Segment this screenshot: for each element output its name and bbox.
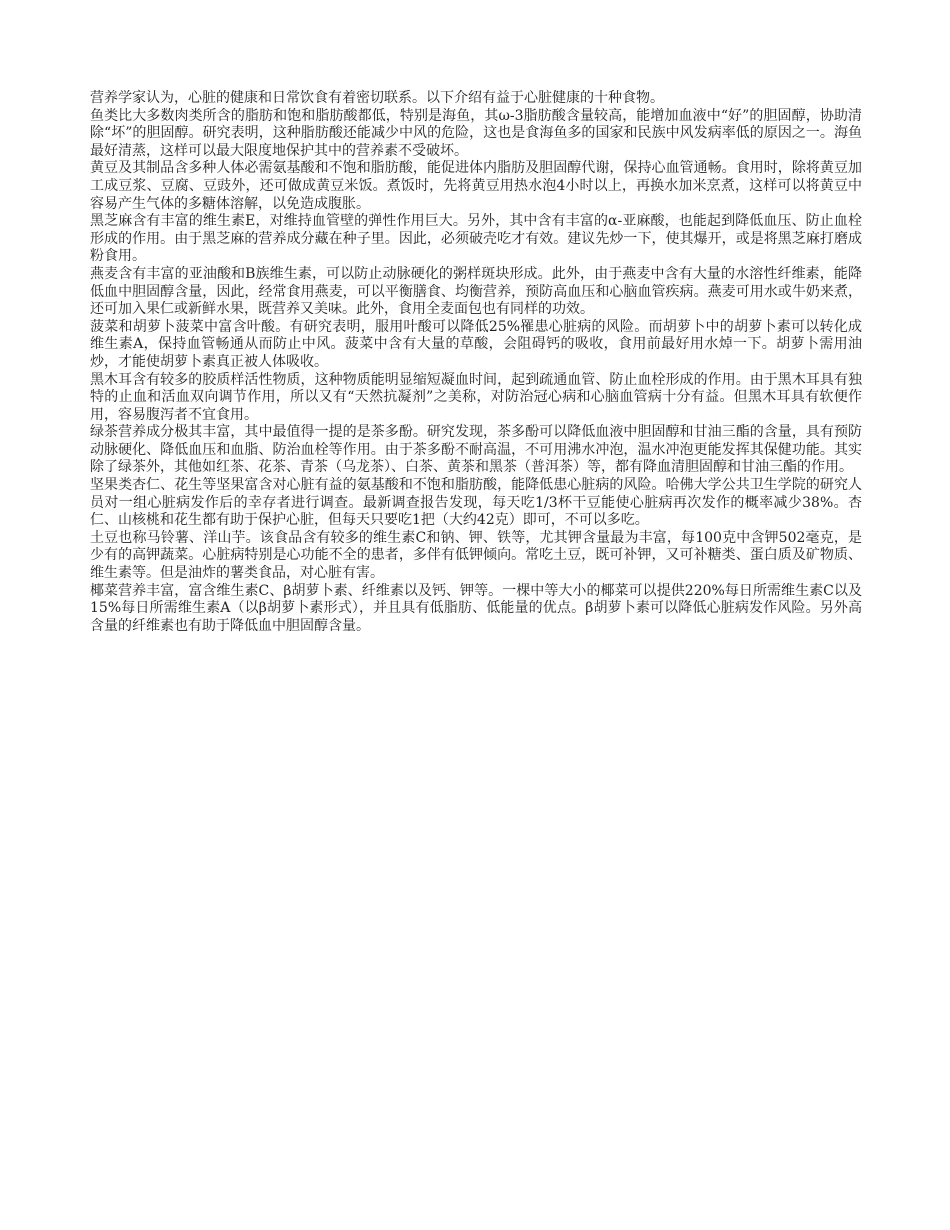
paragraph-potato: 土豆也称马铃薯、洋山芋。该食品含有较多的维生素C和钠、钾、铁等，尤其钾含量最为丰富，每100克中含钾502毫克，是少有的高钾蔬菜。心脏病特别是心功能不全的患者，多伴有低钾倾向。常吃土豆，既可补钾，又可补糖类、蛋白质及矿物质、维生素等。但是油炸的薯类食品，对心脏有害。 (90, 529, 862, 582)
paragraph-nuts: 坚果类杏仁、花生等坚果富含对心脏有益的氨基酸和不饱和脂肪酸，能降低患心脏病的风险。哈佛大学公共卫生学院的研究人员对一组心脏病发作后的幸存者进行调查。最新调查报告发现，每天吃1/3杯干豆能使心脏病再次发作的概率减少38%。杏仁、山核桃和花生都有助于保护心脏，但每天只要吃1把（大约42克）即可，不可以多吃。 (90, 477, 862, 529)
paragraph-spinach-carrot: 菠菜和胡萝卜菠菜中富含叶酸。有研究表明，服用叶酸可以降低25%罹患心脏病的风险。而胡萝卜中的胡萝卜素可以转化成维生素A，保持血管畅通从而防止中风。菠菜中含有大量的草酸，会阻碍钙的吸收，食用前最好用水焯一下。胡萝卜需用油炒，才能使胡萝卜素真正被人体吸收。 (90, 318, 862, 370)
document-body (90, 90, 862, 635)
paragraph-intro: 营养学家认为，心脏的健康和日常饮食有着密切联系。以下介绍有益于心脏健康的十种食物。 (90, 90, 664, 106)
paragraph-cabbage: 椰菜营养丰富，富含维生素C、β胡萝卜素、纤维素以及钙、钾等。一棵中等大小的椰菜可以提供220%每日所需维生素C以及15%每日所需维生素A（以β胡萝卜素形式），并且具有低脂肪、低能量的优点。β胡萝卜素可以降低心脏病发作风险。另外高含量的纤维素也有助于降低血中胆固醇含量。 (90, 582, 862, 634)
paragraph-black-sesame: 黑芝麻含有丰富的维生素E，对维持血管壁的弹性作用巨大。另外，其中含有丰富的α-亚麻酸，也能起到降低血压、防止血栓形成的作用。由于黑芝麻的营养成分藏在种子里。因此，必须破壳吃才有效。建议先炒一下，使其爆开，或是将黑芝麻打磨成粉食用。 (90, 213, 862, 265)
paragraph-fish: 鱼类比大多数肉类所含的脂肪和饱和脂肪酸都低，特别是海鱼，其ω-3脂肪酸含量较高，能增加血液中“好”的胆固醇，协助清除“坏”的胆固醇。研究表明，这种脂肪酸还能减少中风的危险，这也是食海鱼多的国家和民族中风发病率低的原因之一。海鱼最好清蒸，这样可以最大限度地保护其中的营养素不受破坏。 (90, 107, 862, 159)
paragraph-soybean: 黄豆及其制品含多种人体必需氨基酸和不饱和脂肪酸，能促进体内脂肪及胆固醇代谢，保持心血管通畅。食用时，除将黄豆加工成豆浆、豆腐、豆豉外，还可做成黄豆米饭。煮饭时，先将黄豆用热水泡4小时以上，再换水加米烹煮，这样可以将黄豆中容易产生气体的多糖体溶解，以免造成腹胀。 (90, 160, 862, 212)
paragraph-green-tea: 绿茶营养成分极其丰富，其中最值得一提的是茶多酚。研究发现，茶多酚可以降低血液中胆固醇和甘油三酯的含量，具有预防动脉硬化、降低血压和血脂、防治血栓等作用。由于茶多酚不耐高温，不可用沸水冲泡，温水冲泡更能发挥其保健功能。其实除了绿茶外，其他如红茶、花茶、青茶（乌龙茶）、白茶、黄茶和黑茶（普洱茶）等，都有降血清胆固醇和甘油三酯的作用。 (90, 424, 862, 476)
paragraph-oats: 燕麦含有丰富的亚油酸和B族维生素，可以防止动脉硬化的粥样斑块形成。此外，由于燕麦中含有大量的水溶性纤维素，能降低血中胆固醇含量，因此，经常食用燕麦，可以平衡膳食、均衡营养，预防高血压和心脑血管疾病。燕麦可用水或牛奶来煮，还可加入果仁或新鲜水果，既营养又美味。此外，食用全麦面包也有同样的功效。 (90, 265, 862, 318)
paragraph-black-fungus: 黑木耳含有较多的胶质样活性物质，这种物质能明显缩短凝血时间，起到疏通血管、防止血栓形成的作用。由于黑木耳具有独特的止血和活血双向调节作用，所以又有“天然抗凝剂”之美称，对防治冠心病和心脑血管病十分有益。但黑木耳具有软便作用，容易腹泻者不宜食用。 (90, 371, 862, 423)
